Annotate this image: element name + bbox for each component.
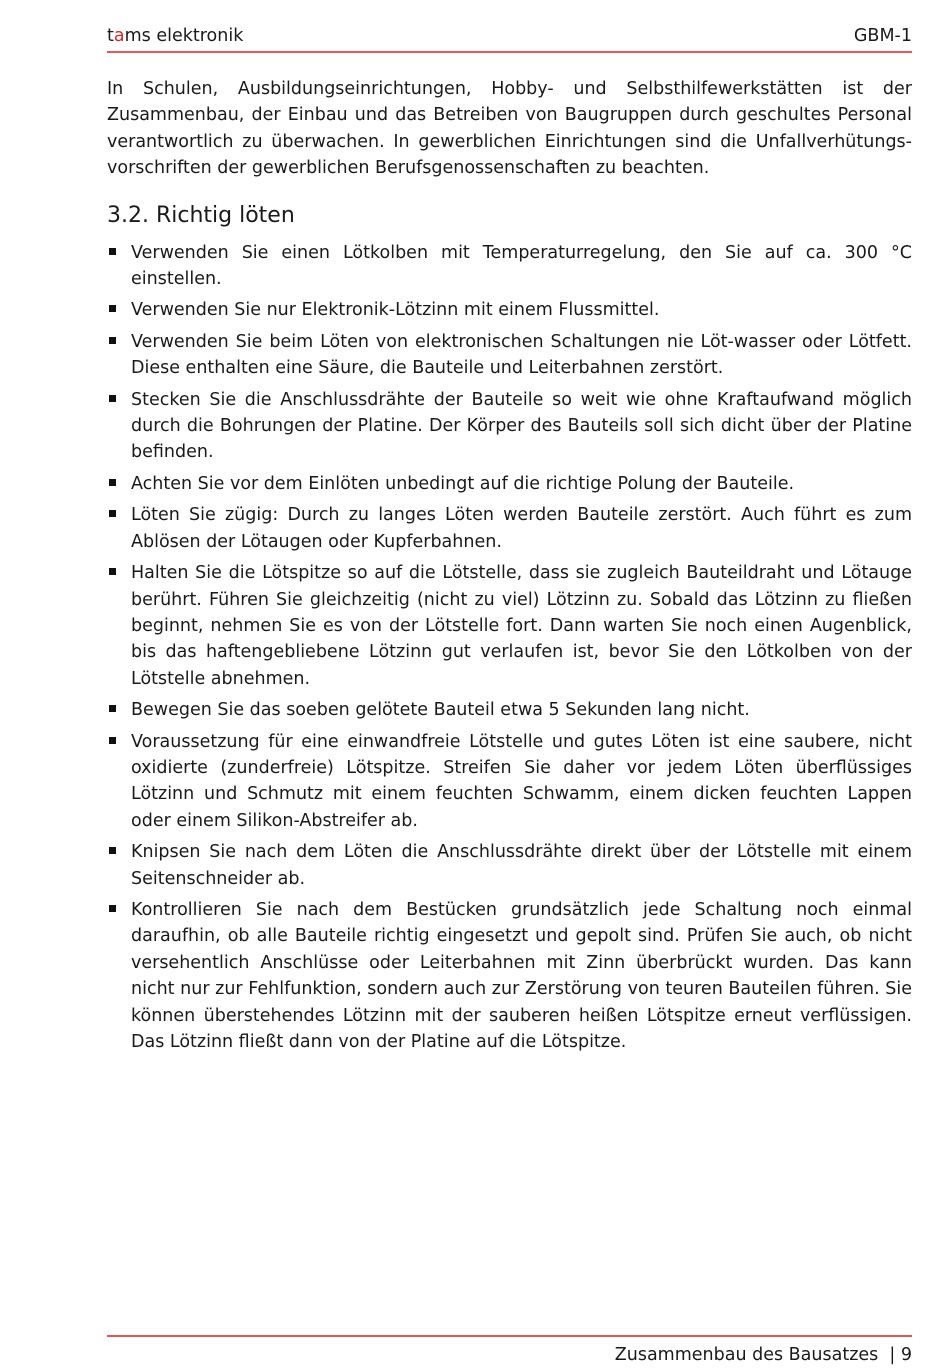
square-bullet-icon — [109, 905, 116, 912]
list-item-text: Voraussetzung für eine einwandfreie Lötstelle und gutes Löten ist eine saubere, nicht oxidierte (zunderfreie) Lötspitze. Streifen Sie daher vor jedem Löten überflüssiges Lötzinn und Schmutz mit einem feuchten Schwamm, einem dicken feuchten Lappen oder einem Silikon-Abstreifer ab. — [131, 731, 912, 831]
list-item — [107, 839, 912, 892]
brand-accent: a — [113, 26, 125, 46]
list-item-text: Bewegen Sie das soeben gelötete Bauteil etwa 5 Sekunden lang nicht. — [131, 700, 750, 721]
square-bullet-icon — [109, 705, 116, 712]
list-item-text: Verwenden Sie nur Elektronik-Lötzinn mit einem Flussmittel. — [131, 300, 660, 321]
list-item — [107, 240, 912, 293]
page-body — [107, 76, 912, 1060]
list-item — [107, 502, 912, 555]
square-bullet-icon — [109, 568, 116, 575]
square-bullet-icon — [109, 395, 116, 402]
list-item-text: Kontrollieren Sie nach dem Bestücken grundsätzlich jede Schaltung noch einmal daraufhin, ob alle Bauteile richtig eingesetzt und gepolt sind. Prüfen Sie auch, ob nicht versehentlich Anschlüsse oder Leiterbahnen mit Zinn überbrückt wurden. Das kann nicht nur zur Fehlfunktion, sondern auch zur Zerstörung von teuren Bauteilen führen. Sie können überstehendes Lötzinn mit der sauberen heißen Lötspitze erneut verflüssigen. Das Lötzinn fließt dann von der Platine auf die Lötspitze. — [131, 899, 912, 1052]
list-item-text: Stecken Sie die Anschlussdrähte der Bauteile so weit wie ohne Kraftaufwand möglich durch die Bohrungen der Platine. Der Körper des Bauteils soll sich dicht über der Platine befinden. — [131, 389, 912, 463]
list-item — [107, 329, 912, 382]
section-title: 3.2. Richtig löten — [107, 202, 295, 228]
square-bullet-icon — [109, 847, 116, 854]
square-bullet-icon — [109, 305, 116, 312]
brand-prefix: t — [107, 26, 114, 46]
square-bullet-icon — [109, 737, 116, 744]
list-item-text: Halten Sie die Lötspitze so auf die Lötstelle, dass sie zugleich Bauteildraht und Lötauge berührt. Führen Sie gleichzeitig (nicht zu viel) Lötzinn zu. Sobald das Lötzinn zu fließen beginnt, nehmen Sie es von der Lötstelle fort. Dann warten Sie noch einen Augenblick, bis das haftengebliebene Lötzinn gut verlaufen ist, bevor Sie den Lötkolben von der Lötstelle abnehmen. — [131, 563, 912, 689]
brand-suffix: ms elektronik — [124, 26, 244, 46]
square-bullet-icon — [109, 479, 116, 486]
document-id: GBM-1 — [853, 26, 912, 46]
list-item — [107, 897, 912, 1055]
soldering-tips-list — [107, 240, 912, 1056]
page-header — [107, 24, 912, 48]
header-divider — [107, 51, 912, 53]
list-item — [107, 697, 912, 723]
list-item — [107, 560, 912, 692]
list-item — [107, 387, 912, 466]
intro-paragraph: In Schulen, Ausbildungseinrichtungen, Hobby- und Selbsthilfewerkstätten ist der Zusammenbau, der Einbau und das Betreiben von Baugruppen durch geschultes Personal verantwortlich zu überwachen. In gewerblichen Einrichtungen sind die Unfallverhütungsvorschriften der gewerblichen Berufsgenossenschaften zu beachten. — [107, 79, 912, 179]
brand-logo — [107, 24, 243, 48]
page-footer — [107, 1343, 912, 1367]
list-item — [107, 297, 912, 323]
footer-divider — [107, 1335, 912, 1337]
square-bullet-icon — [109, 248, 116, 255]
list-item — [107, 471, 912, 497]
list-item-text: Löten Sie zügig: Durch zu langes Löten werden Bauteile zerstört. Auch führt es zum Ablösen der Lötaugen oder Kupferbahnen. — [131, 505, 912, 552]
square-bullet-icon — [109, 510, 116, 517]
list-item-text: Achten Sie vor dem Einlöten unbedingt auf die richtige Polung der Bauteile. — [131, 473, 795, 494]
list-item-text: Knipsen Sie nach dem Löten die Anschlussdrähte direkt über der Lötstelle mit einem Seitenschneider ab. — [131, 842, 912, 889]
square-bullet-icon — [109, 337, 116, 344]
list-item — [107, 729, 912, 835]
list-item-text: Verwenden Sie einen Lötkolben mit Temperaturregelung, den Sie auf ca. 300 °C einstellen. — [131, 242, 912, 290]
list-item-text: Verwenden Sie beim Löten von elektronischen Schaltungen nie Löt-wasser oder Lötfett. Diese enthalten eine Säure, die Bauteile und Leiterbahnen zerstört. — [131, 331, 912, 379]
footer-chapter-page: Zusammenbau des Bausatzes | 9 — [614, 1345, 912, 1365]
